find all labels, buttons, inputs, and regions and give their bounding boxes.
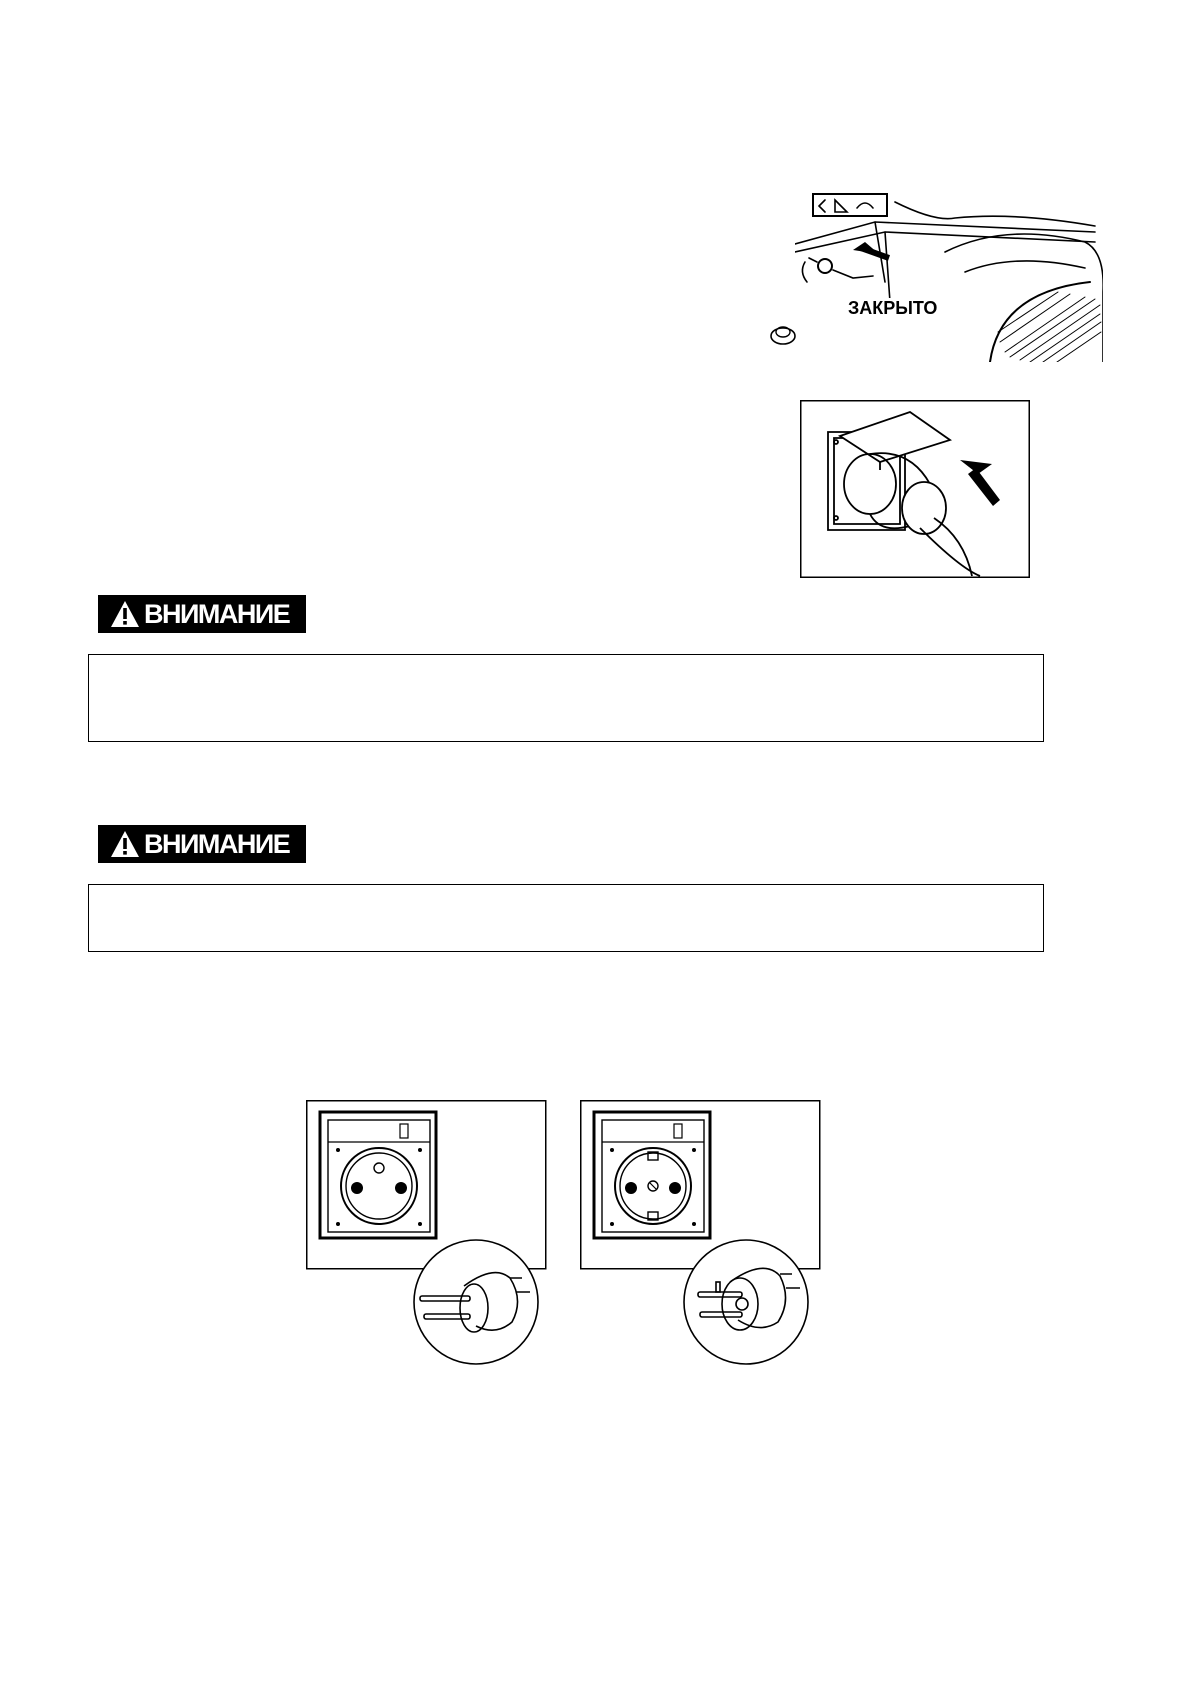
screw-icon <box>768 318 798 348</box>
warning-triangle-icon <box>110 600 140 628</box>
closed-label: ЗАКРЫТО <box>848 298 938 318</box>
warning-box-1 <box>88 654 1044 742</box>
warning-triangle-icon <box>110 830 140 858</box>
warning-badge-1 <box>98 595 306 633</box>
choke-lever-illustration <box>795 192 1103 362</box>
warning-box-2 <box>88 884 1044 952</box>
warning-label-1: ВНИМАНИЕ <box>144 598 290 629</box>
warning-label-2: ВНИМАНИЕ <box>144 828 290 859</box>
french-socket-and-plug-illustration <box>306 1100 548 1365</box>
warning-badge-2 <box>98 825 306 863</box>
schuko-socket-and-plug-illustration <box>580 1100 822 1365</box>
plug-insert-illustration <box>800 400 1030 578</box>
